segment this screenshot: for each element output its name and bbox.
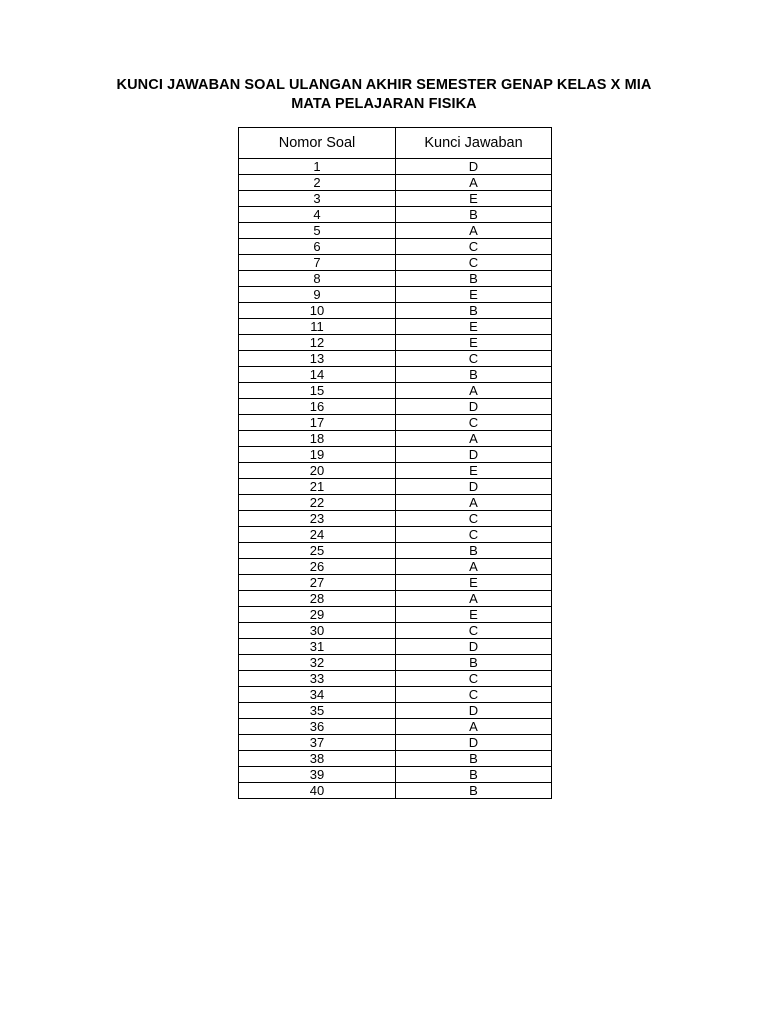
table-body [239,159,552,799]
answer-key-cell: A [396,431,552,447]
answer-key-cell: B [396,367,552,383]
answer-key-cell: C [396,239,552,255]
table-row [239,543,552,559]
answer-key-cell: B [396,303,552,319]
table-row [239,191,552,207]
header-question-number: Nomor Soal [239,128,396,159]
question-number-cell: 26 [239,559,396,575]
table-row [239,735,552,751]
question-number-cell: 38 [239,751,396,767]
answer-key-cell: A [396,495,552,511]
question-number-cell: 14 [239,367,396,383]
answer-key-cell: E [396,287,552,303]
answer-key-cell: D [396,399,552,415]
question-number-cell: 34 [239,687,396,703]
answer-key-cell: D [396,479,552,495]
answer-key-cell: B [396,207,552,223]
answer-key-cell: E [396,575,552,591]
question-number-cell: 2 [239,175,396,191]
question-number-cell: 15 [239,383,396,399]
table-row [239,223,552,239]
question-number-cell: 21 [239,479,396,495]
question-number-cell: 12 [239,335,396,351]
table-row [239,719,552,735]
table-row [239,591,552,607]
question-number-cell: 31 [239,639,396,655]
question-number-cell: 24 [239,527,396,543]
answer-key-cell: D [396,639,552,655]
answer-key-cell: C [396,527,552,543]
table-row [239,767,552,783]
table-row [239,511,552,527]
table-row [239,351,552,367]
question-number-cell: 9 [239,287,396,303]
table-row [239,655,552,671]
answer-key-cell: C [396,671,552,687]
answer-key-cell: D [396,735,552,751]
table-row [239,175,552,191]
question-number-cell: 29 [239,607,396,623]
answer-key-cell: B [396,271,552,287]
answer-key-cell: E [396,319,552,335]
question-number-cell: 37 [239,735,396,751]
answer-key-cell: B [396,655,552,671]
answer-key-cell: A [396,383,552,399]
table-row [239,159,552,175]
title-line-2: MATA PELAJARAN FISIKA [291,96,477,112]
answer-key-cell: A [396,591,552,607]
table-row [239,751,552,767]
answer-key-cell: E [396,335,552,351]
question-number-cell: 32 [239,655,396,671]
question-number-cell: 39 [239,767,396,783]
answer-key-cell: C [396,351,552,367]
question-number-cell: 16 [239,399,396,415]
table-row [239,207,552,223]
question-number-cell: 30 [239,623,396,639]
question-number-cell: 23 [239,511,396,527]
table-row [239,687,552,703]
table-row [239,575,552,591]
table-row [239,783,552,799]
question-number-cell: 13 [239,351,396,367]
question-number-cell: 17 [239,415,396,431]
table-header-row [239,128,552,159]
table-row [239,559,552,575]
answer-key-cell: C [396,687,552,703]
question-number-cell: 1 [239,159,396,175]
question-number-cell: 22 [239,495,396,511]
answer-key-cell: C [396,511,552,527]
table-row [239,319,552,335]
answer-key-cell: C [396,623,552,639]
question-number-cell: 28 [239,591,396,607]
question-number-cell: 19 [239,447,396,463]
table-row [239,271,552,287]
question-number-cell: 11 [239,319,396,335]
table-row [239,431,552,447]
answer-key-cell: E [396,607,552,623]
question-number-cell: 33 [239,671,396,687]
answer-key-cell: B [396,543,552,559]
table-row [239,399,552,415]
table-row [239,623,552,639]
answer-key-cell: B [396,783,552,799]
answer-key-cell: B [396,767,552,783]
answer-key-table [238,127,552,799]
answer-key-cell: D [396,447,552,463]
table-row [239,239,552,255]
table-row [239,479,552,495]
answer-key-cell: D [396,703,552,719]
table-row [239,367,552,383]
answer-key-cell: D [396,159,552,175]
table-row [239,703,552,719]
question-number-cell: 4 [239,207,396,223]
table-row [239,335,552,351]
question-number-cell: 18 [239,431,396,447]
question-number-cell: 10 [239,303,396,319]
table-row [239,447,552,463]
answer-key-cell: E [396,463,552,479]
question-number-cell: 7 [239,255,396,271]
table-row [239,495,552,511]
table-row [239,639,552,655]
table-row [239,671,552,687]
table-row [239,527,552,543]
question-number-cell: 27 [239,575,396,591]
question-number-cell: 6 [239,239,396,255]
answer-key-cell: A [396,719,552,735]
question-number-cell: 3 [239,191,396,207]
table-row [239,607,552,623]
question-number-cell: 40 [239,783,396,799]
question-number-cell: 35 [239,703,396,719]
title-line-1: KUNCI JAWABAN SOAL ULANGAN AKHIR SEMESTER GENAP KELAS X MIA [116,77,652,93]
table-row [239,463,552,479]
answer-key-cell: A [396,175,552,191]
answer-key-cell: B [396,751,552,767]
question-number-cell: 20 [239,463,396,479]
answer-key-cell: C [396,255,552,271]
document-title [0,76,768,114]
question-number-cell: 5 [239,223,396,239]
question-number-cell: 36 [239,719,396,735]
header-answer-key: Kunci Jawaban [396,128,552,159]
question-number-cell: 8 [239,271,396,287]
question-number-cell: 25 [239,543,396,559]
table-row [239,255,552,271]
table-row [239,383,552,399]
table-row [239,415,552,431]
answer-key-cell: E [396,191,552,207]
answer-key-cell: A [396,223,552,239]
answer-key-cell: A [396,559,552,575]
table-row [239,303,552,319]
answer-key-cell: C [396,415,552,431]
table-row [239,287,552,303]
